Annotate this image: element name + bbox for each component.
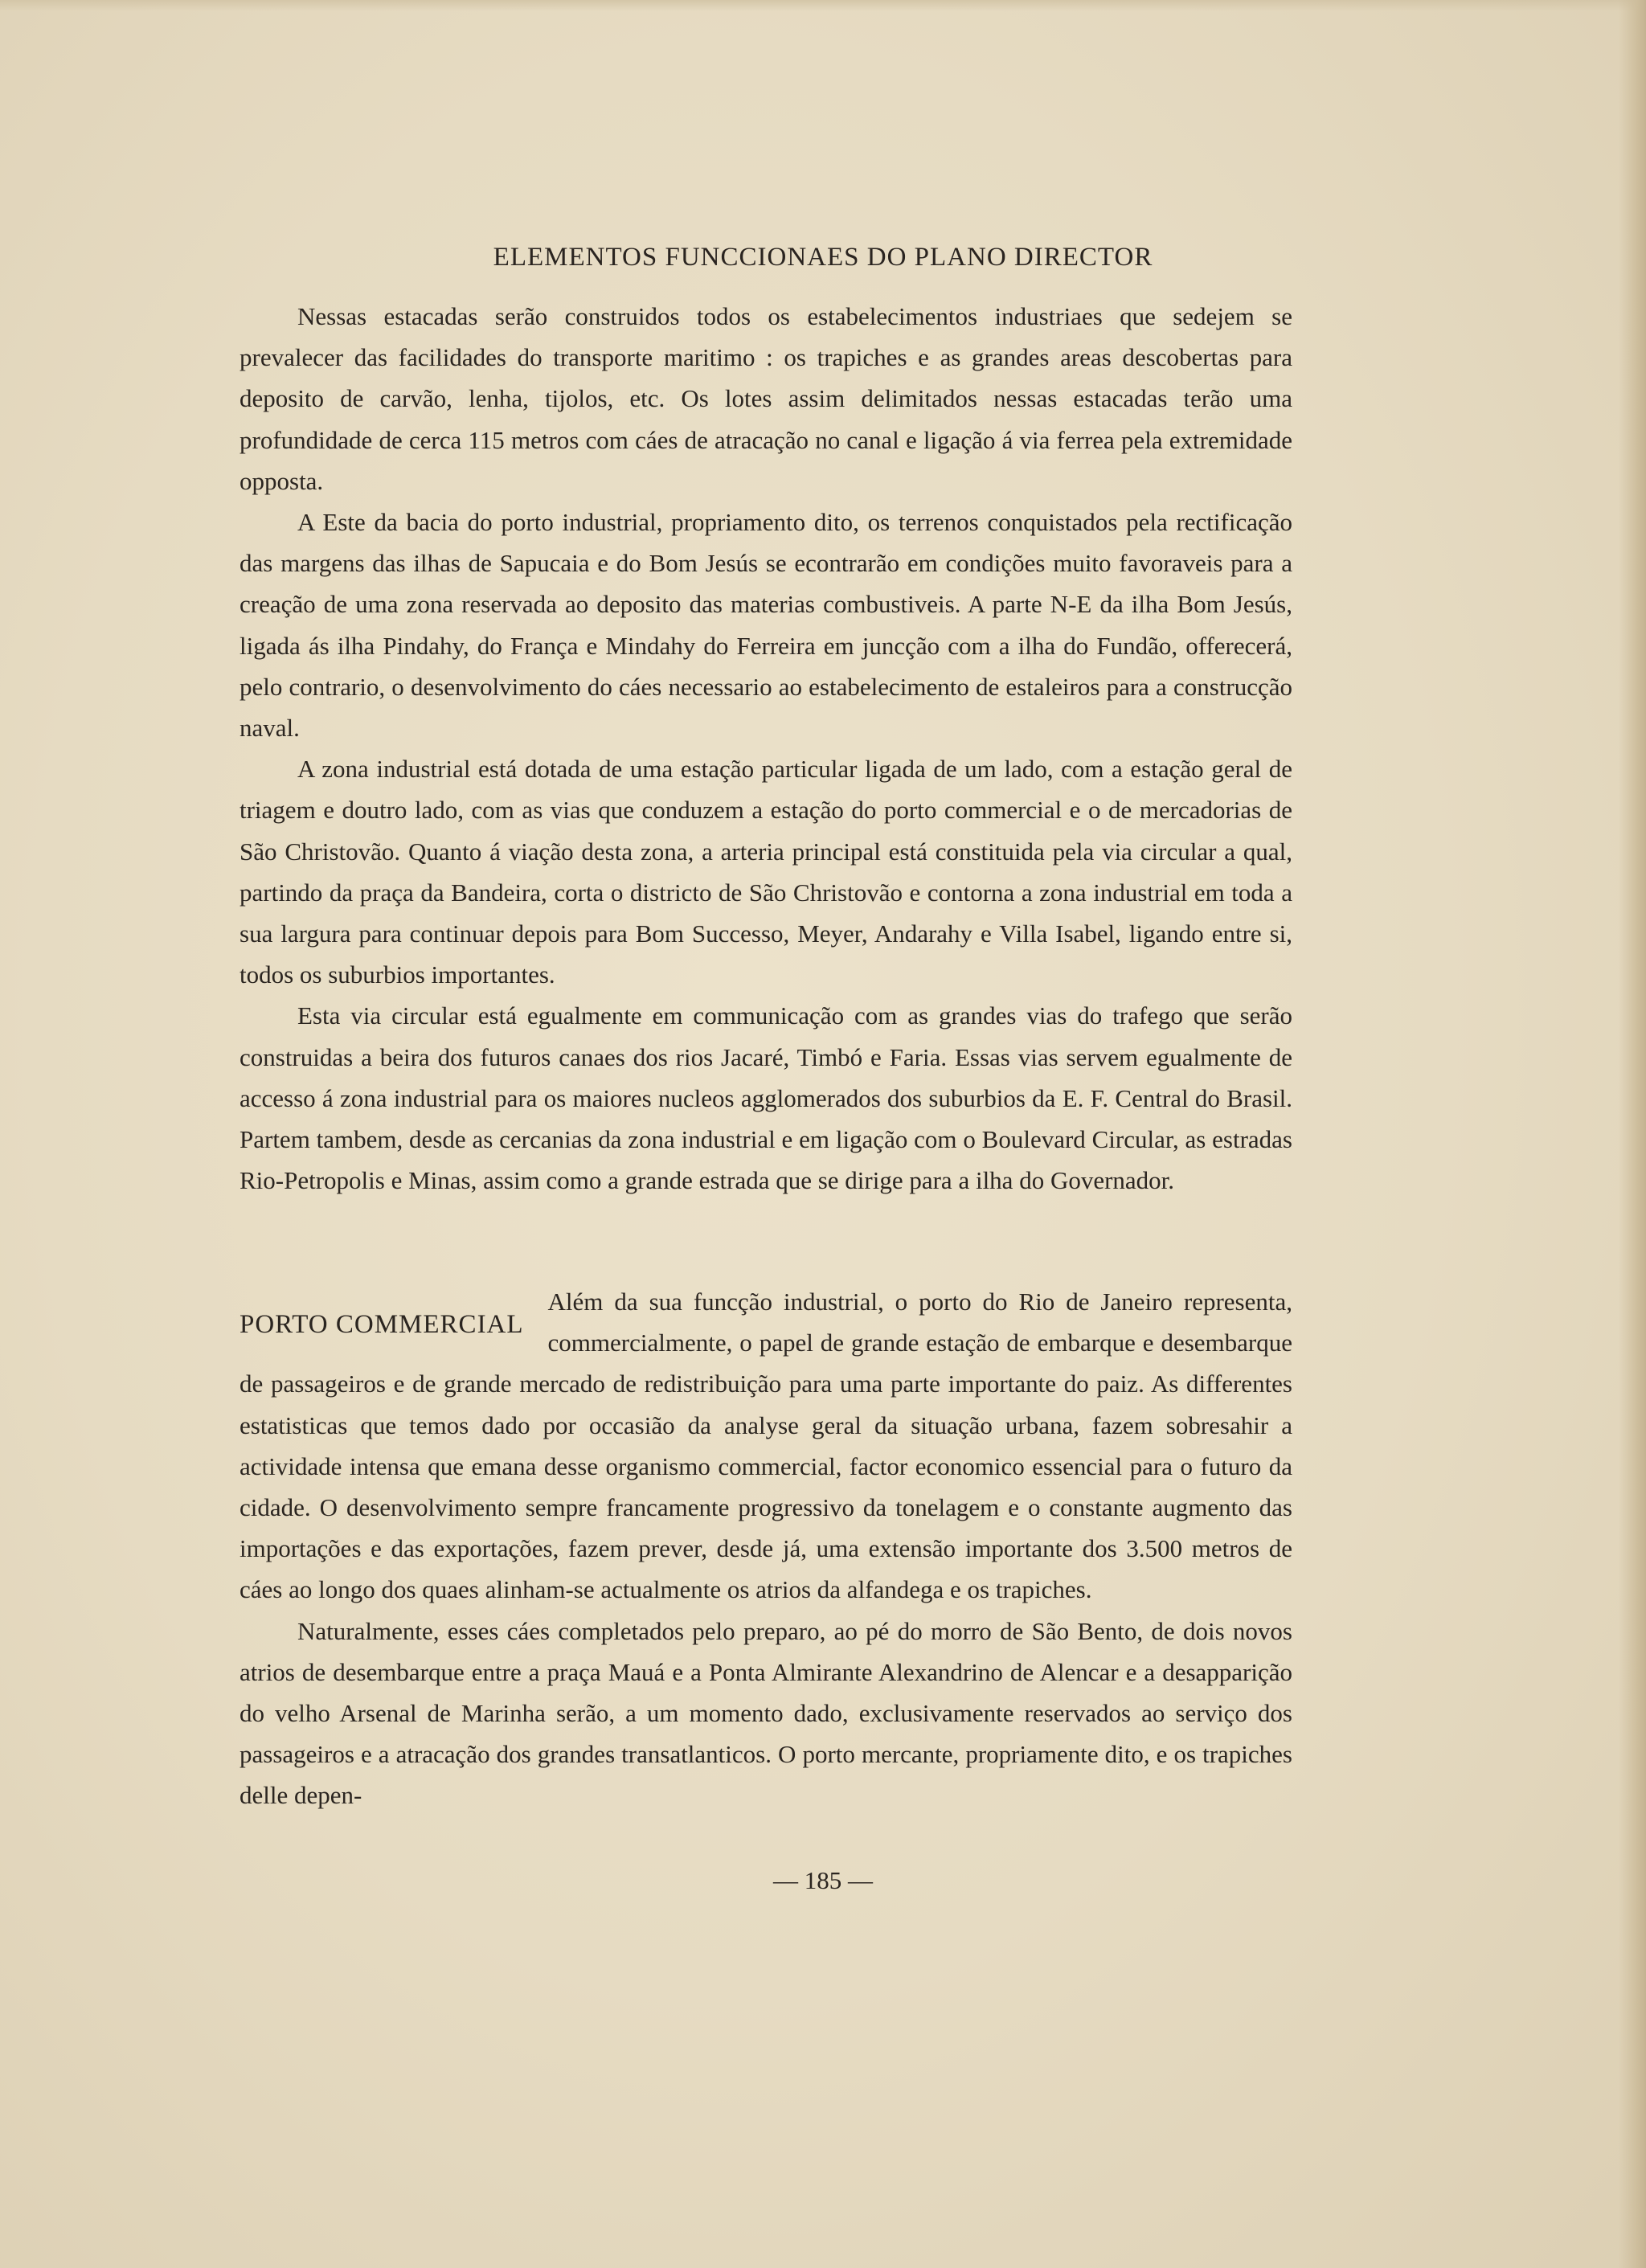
page-right-edge (1619, 0, 1646, 2268)
section-heading: PORTO COMMERCIAL (240, 1310, 524, 1339)
paragraph-estacadas: Nessas estacadas serão construidos todos os estabelecimentos industriaes que sedejem se prevalecer das facilidades do transporte maritimo : os trapiches e as grandes areas descobertas para deposito de carvão, lenha, tijolos, etc. Os lotes assim delimitados nessas estacadas terão uma profundidade de cerca 115 metros com cáes de atracação no canal e ligação á via ferrea pela extremidade opposta. (240, 302, 1292, 495)
body-text-porto-commercial (240, 1281, 1292, 1816)
paragraph-este-da-bacia: A Este da bacia do porto industrial, propriamento dito, os terrenos conquistados pela rectificação das margens das ilhas de Sapucaia e do Bom Jesús se econtrarão em condições muito favoraveis para a creação de uma zona reservada ao deposito das materias combustiveis. A parte N-E da ilha Bom Jesús, ligada ás ilha Pindahy, do França e Mindahy do Ferreira em juncção com a ilha do Fundão, offerecerá, pelo contrario, o desenvolvimento do cáes necessario ao estabelecimento de estaleiros para a construcção naval. (240, 508, 1292, 743)
paragraph-via-circular: Esta via circular está egualmente em communicação com as grandes vias do trafego que serão construidas a beira dos futuros canaes dos rios Jacaré, Timbó e Faria. Essas vias servem egualmente de accesso á zona industrial para os maiores nucleos agglomerados dos suburbios da E. F. Central do Brasil. Partem tambem, desde as cercanias da zona industrial e em ligação com o Boulevard Circular, as estradas Rio-Petropolis e Minas, assim como a grande estrada que se dirige para a ilha do Governador. (240, 1001, 1292, 1195)
page-top-edge (0, 0, 1646, 11)
running-head: ELEMENTOS FUNCCIONAES DO PLANO DIRECTOR (493, 243, 1153, 272)
paragraph-zona-industrial: A zona industrial está dotada de uma estação particular ligada de um lado, com a estação geral de triagem e doutro lado, com as vias que conduzem a estação do porto commercial e o de mercadorias de São Christovão. Quanto á viação desta zona, a arteria principal está constituida pela via circular a qual, partindo da praça da Bandeira, corta o districto de São Christovão e contorna a zona industrial em toda a sua largura para continuar depois para Bom Successo, Meyer, Andarahy e Villa Isabel, ligando entre si, todos os suburbios importantes. (240, 755, 1292, 989)
paragraph-funccao-industrial: Além da sua funcção industrial, o porto do Rio de Janeiro representa, commercialmente, o papel de grande estação de embarque e desembarque de passageiros e de grande mercado de redistribuição para uma parte importante do paiz. As differentes estatisticas que temos dado por occasião da analyse geral da situação urbana, fazem sobresahir a actividade intensa que emana desse organismo commercial, factor economico essencial para o futuro da cidade. O desenvolvimento sempre francamente progressivo da tonelagem e o constante augmento das importações e das exportações, fazem prever, desde já, uma extensão importante dos 3.500 metros de cáes ao longo dos quaes alinham-se actualmente os atrios da alfandega e os trapiches. (240, 1288, 1292, 1604)
page-number: — 185 — (773, 1866, 873, 1894)
paragraph-naturalmente: Naturalmente, esses cáes completados pelo preparo, ao pé do morro de São Bento, de dois novos atrios de desembarque entre a praça Mauá e a Ponta Almirante Alexandrino de Alencar e a desapparição do velho Arsenal de Marinha serão, a um momento dado, exclusivamente reservados ao serviço dos passageiros e a atracação dos grandes transatlanticos. O porto mercante, propriamente dito, e os trapiches delle depen- (240, 1616, 1292, 1810)
body-text-intro (240, 296, 1292, 1201)
